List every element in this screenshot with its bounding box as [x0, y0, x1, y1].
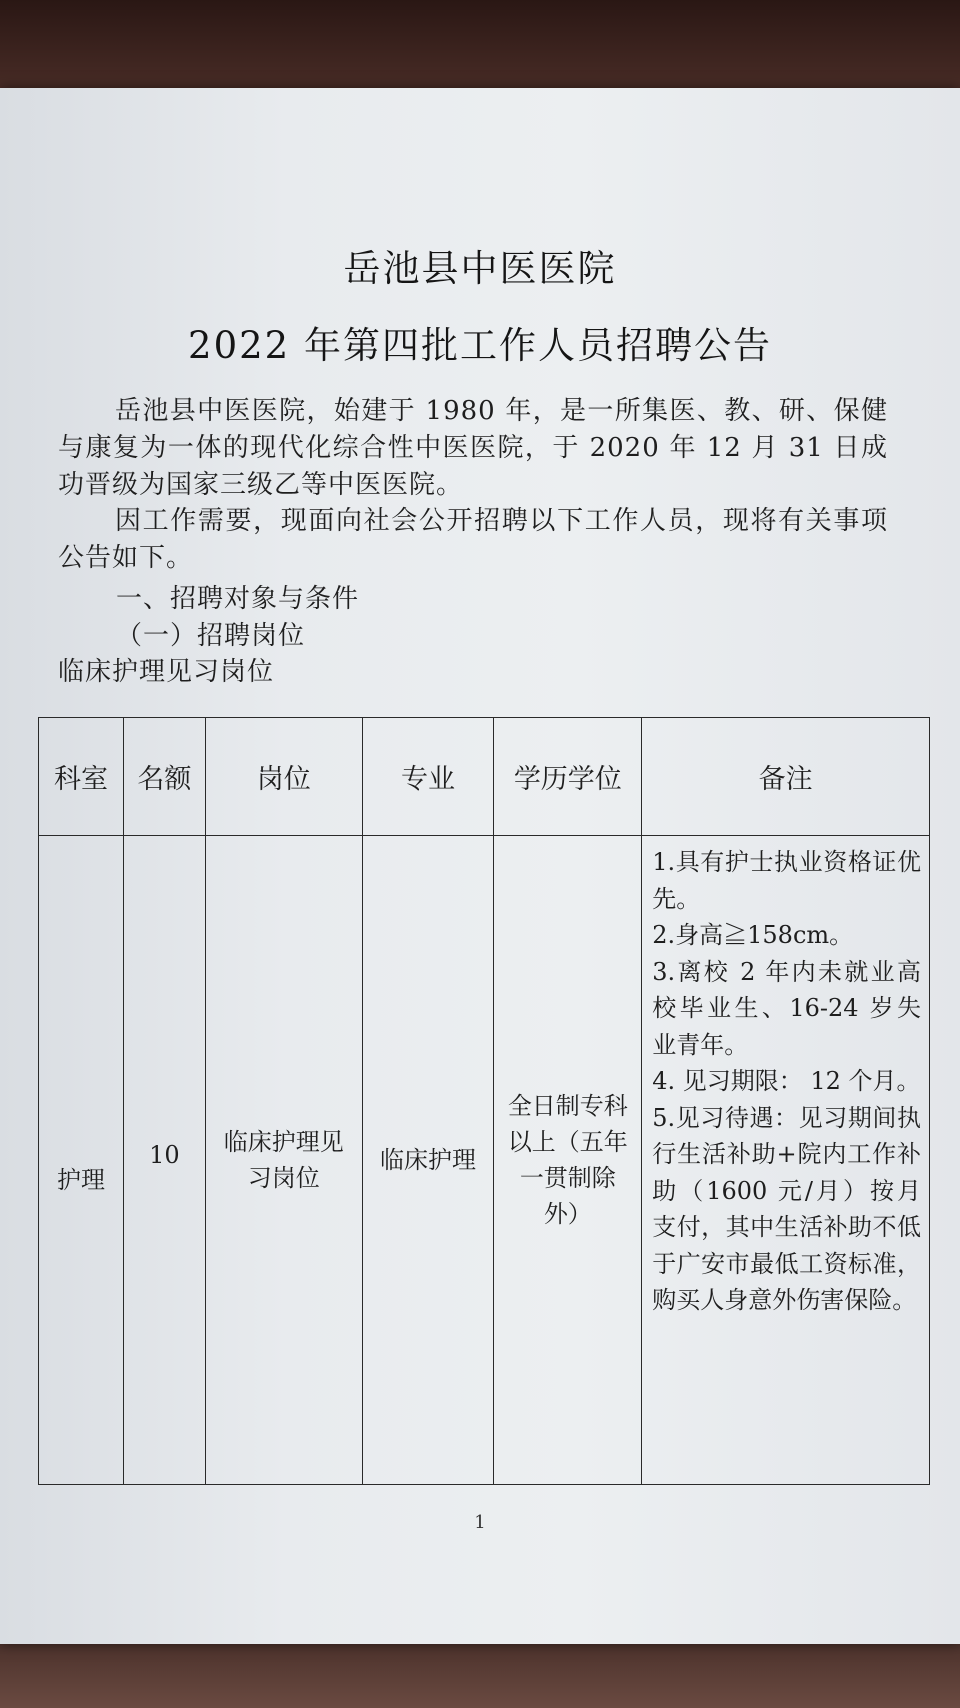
intro-paragraph	[58, 393, 888, 504]
note-item: 1.具有护士执业资格证优先。	[652, 848, 921, 913]
table-row	[39, 836, 930, 1485]
desk-background-bottom	[0, 1640, 960, 1708]
header-notes: 备注	[642, 718, 930, 836]
document-subtitle: 2022 年第四批工作人员招聘公告	[188, 324, 772, 367]
header-position: 岗位	[205, 718, 362, 836]
notice-paragraph-text: 因工作需要，现面向社会公开招聘以下工作人员，现将有关事项公告如下。	[58, 506, 888, 573]
notice-paragraph	[58, 503, 888, 577]
cell-department: 护理	[39, 836, 124, 1485]
note-item: 5.见习待遇：见习期间执行生活补助+院内工作补助（1600 元/月）按月支付，其中生活补助不低于广安市最低工资标准，购买人身意外伤害保险。	[652, 1103, 921, 1314]
note-item: 2.身高≧158cm。	[652, 921, 854, 949]
position-category: 临床护理见习岗位	[58, 657, 275, 687]
header-department: 科室	[39, 718, 124, 836]
cell-education: 全日制专科以上（五年一贯制除外）	[494, 836, 642, 1485]
section-heading: 一、招聘对象与条件	[116, 584, 360, 614]
header-education: 学历学位	[494, 718, 642, 836]
page-number: 1	[474, 1512, 486, 1533]
cell-quota: 10	[123, 836, 205, 1485]
cell-position: 临床护理见习岗位	[205, 836, 362, 1485]
header-major: 专业	[362, 718, 494, 836]
subsection-heading: （一）招聘岗位	[116, 621, 306, 651]
table-header-row	[39, 718, 930, 836]
recruitment-table	[38, 717, 930, 1485]
intro-paragraph-text: 岳池县中医医院，始建于 1980 年，是一所集医、教、研、保健与康复为一体的现代化综合性中医医院，于 2020 年 12 月 31 日成功晋级为国家三级乙等中医医院。	[58, 396, 888, 500]
note-item: 3.离校 2 年内未就业高校毕业生、16-24 岁失业青年。	[652, 957, 921, 1059]
document-title: 岳池县中医医院	[343, 247, 617, 290]
cell-notes	[642, 836, 930, 1485]
header-quota: 名额	[123, 718, 205, 836]
note-item: 4. 见习期限： 12 个月。	[652, 1067, 921, 1095]
desk-background-top	[0, 0, 960, 95]
cell-major: 临床护理	[362, 836, 494, 1485]
